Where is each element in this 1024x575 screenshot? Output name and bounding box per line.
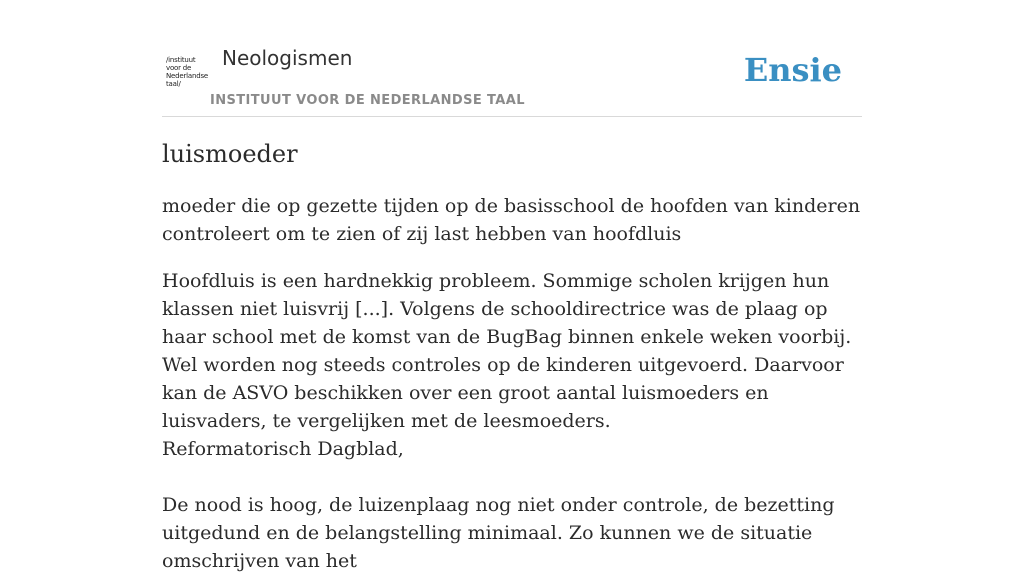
- ivdnt-logo[interactable]: /instituut voor de Nederlandse taal/: [166, 56, 209, 88]
- entry-headword: luismoeder: [162, 140, 298, 168]
- quote-text: De nood is hoog, de luizenplaag nog niet onder controle, de bezetting uitgedund en de belangstelling minimaal. Zo kunnen we de situatie omschrijven van het: [162, 494, 835, 572]
- site-subtitle: INSTITUUT VOOR DE NEDERLANDSE TAAL: [210, 93, 525, 108]
- entry-definition: moeder die op gezette tijden op de basisschool de hoofden van kinderen controleert om te zien of zij last hebben van hoofdluis: [162, 195, 861, 245]
- quote-text: Hoofdluis is een hardnekkig probleem. Sommige scholen krijgen hun klassen niet luisvrij [...]. Volgens de schooldirectrice was de plaag op haar school met de komst van de BugBag binnen enkele weken voorbij. Wel worden nog steeds controles op de kinderen uitgevoerd. Daarvoor kan de ASVO beschikken over een groot aantal luismoeders en luisvaders, te vergelijken met de leesmoeders.: [162, 270, 852, 432]
- site-header: [162, 40, 862, 117]
- entry-quotes: [162, 267, 862, 575]
- ensie-logo[interactable]: Ensie: [743, 51, 842, 89]
- quote-spacer: [162, 463, 862, 491]
- quote-source: Reformatorisch Dagblad,: [162, 438, 404, 460]
- site-title[interactable]: Neologismen: [222, 46, 353, 70]
